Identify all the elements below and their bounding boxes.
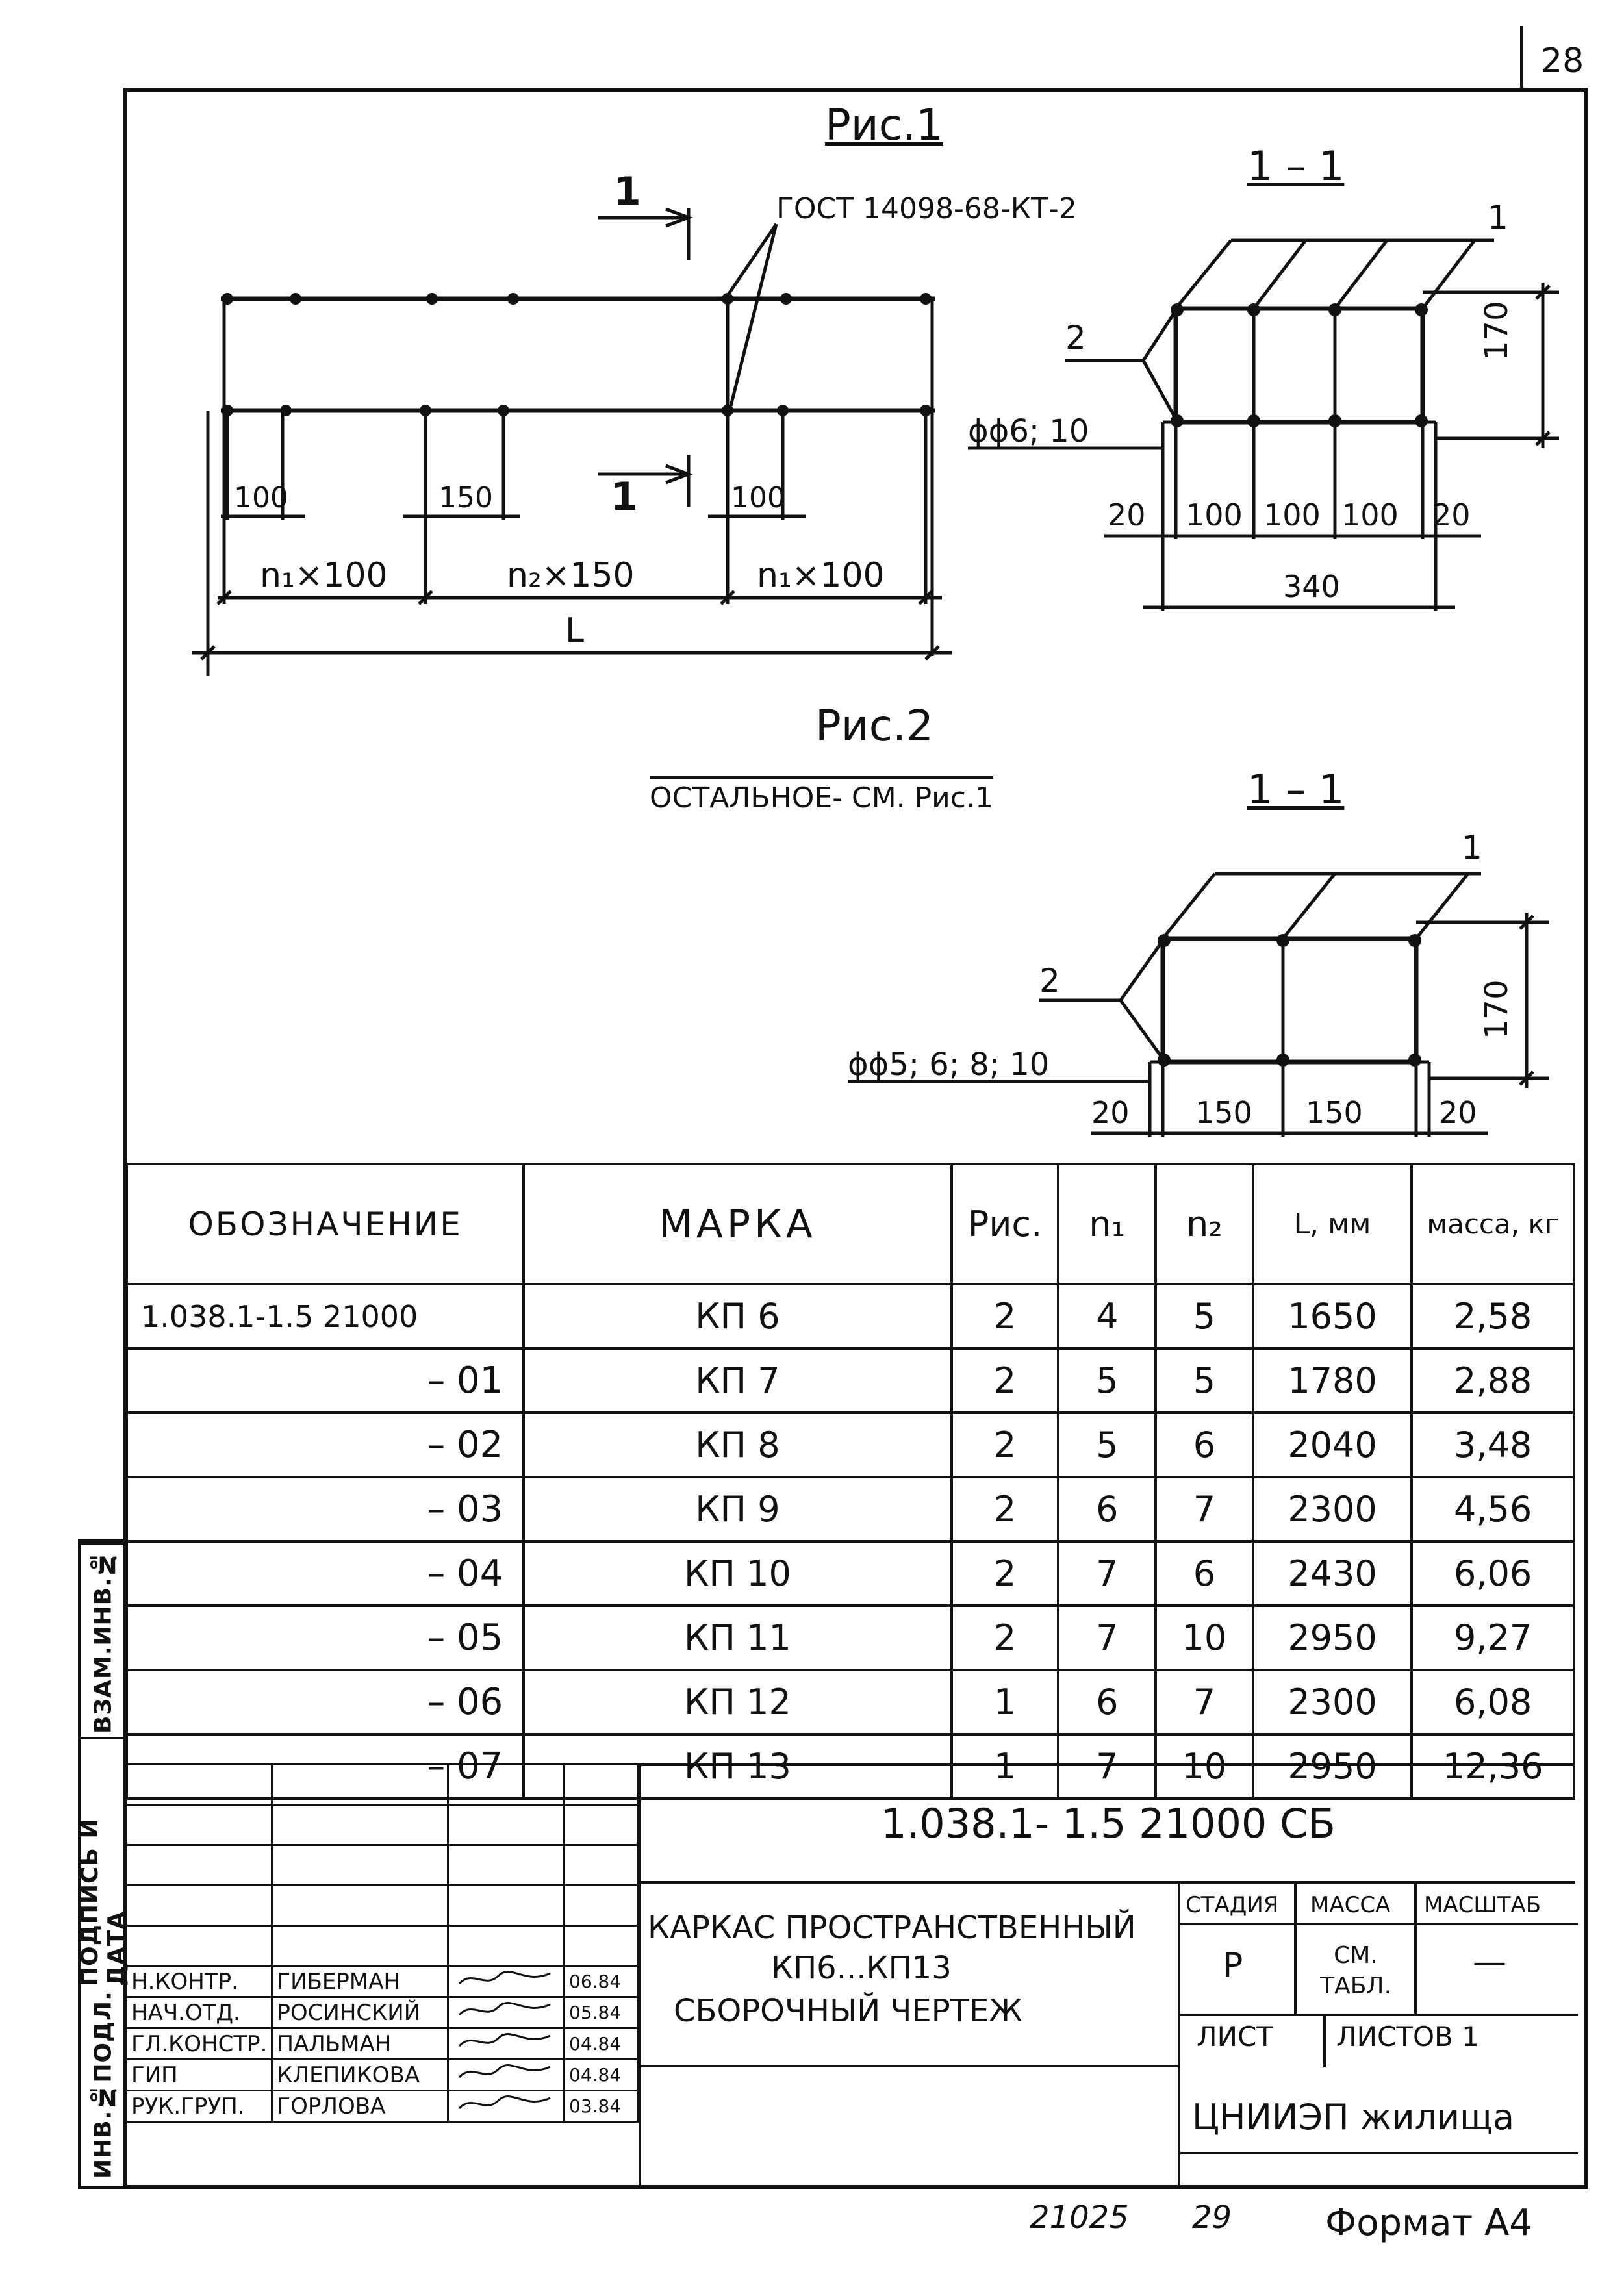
mass-label: МАССА	[1310, 1892, 1391, 1918]
signature-row	[127, 1997, 638, 2028]
table-cell: 2,58	[1412, 1284, 1574, 1348]
side-stamp	[77, 1539, 130, 2189]
fig2-section-leader1: 1	[1462, 829, 1482, 866]
table-cell: 6,08	[1412, 1670, 1574, 1734]
fig2-title: Рис.2	[815, 701, 933, 751]
table-cell: – 01	[127, 1348, 524, 1413]
signature-name: ГОРЛОВА	[272, 2091, 448, 2122]
fig1-dim-L: L	[565, 611, 584, 650]
fig1-cut-top: 1	[614, 169, 641, 214]
table-cell: 5	[1156, 1284, 1253, 1348]
spec-header-n2: n₂	[1156, 1164, 1253, 1284]
org-cell	[1178, 2067, 1575, 2186]
fig1-section-d20a: 20	[1108, 498, 1146, 533]
spec-header-designation: ОБОЗНАЧЕНИЕ	[127, 1164, 524, 1284]
table-cell: 7	[1156, 1477, 1253, 1541]
signature-name: ПАЛЬМАН	[272, 2028, 448, 2060]
table-cell: 6	[1156, 1413, 1253, 1477]
signature-role: ГЛ.КОНСТР.	[127, 2028, 272, 2060]
signature-date: 06.84	[565, 1966, 638, 1997]
stage-value: Р	[1223, 1946, 1243, 1985]
table-cell: 1	[952, 1670, 1059, 1734]
fig2-section-height: 170	[1478, 979, 1515, 1039]
signature-mark	[448, 1966, 565, 1997]
fig1-section-dia: ɸɸ6; 10	[968, 413, 1089, 449]
table-cell: 9,27	[1412, 1606, 1574, 1670]
fig1-section-d100a: 100	[1186, 498, 1243, 533]
table-cell: 1650	[1253, 1284, 1412, 1348]
table-cell: КП 10	[524, 1541, 951, 1606]
table-cell: 2	[952, 1477, 1059, 1541]
title-stage-grid	[1178, 1884, 1575, 2067]
table-cell: 6	[1156, 1541, 1253, 1606]
table-row	[127, 1413, 1574, 1477]
table-cell: 7	[1058, 1541, 1156, 1606]
title-left-lower	[639, 2067, 1178, 2186]
fig1-dim-n1b: n₁×100	[757, 556, 885, 595]
table-cell: 3,48	[1412, 1413, 1574, 1477]
table-cell: 2	[952, 1541, 1059, 1606]
footer-num2: 29	[1192, 2199, 1232, 2236]
page-number: 28	[1541, 42, 1584, 81]
table-cell: 1780	[1253, 1348, 1412, 1413]
table-cell: 10	[1156, 1734, 1253, 1799]
title-name-cell	[639, 1884, 1178, 2067]
table-cell: КП 12	[524, 1670, 951, 1734]
mass-value: СМ. ТАБЛ.	[1320, 1942, 1391, 1999]
fig1-gost: ГОСТ 14098-68-КТ-2	[776, 192, 1077, 225]
signature-mark	[448, 2028, 565, 2060]
table-cell: 1.038.1-1.5 21000	[127, 1284, 524, 1348]
table-cell: 4	[1058, 1284, 1156, 1348]
table-cell: – 06	[127, 1670, 524, 1734]
side-label-inv: ИНВ.№ПОДЛ.	[90, 1991, 117, 2179]
table-cell: – 03	[127, 1477, 524, 1541]
signature-row	[127, 2028, 638, 2060]
org-name: ЦНИИЭП жилища	[1192, 2097, 1515, 2138]
fig1-section-total: 340	[1283, 569, 1340, 604]
table-cell: КП 13	[524, 1734, 951, 1799]
fig1-section-d100b: 100	[1263, 498, 1321, 533]
table-row	[127, 1606, 1574, 1670]
title-code-cell	[639, 1763, 1575, 1884]
table-cell: 2	[952, 1348, 1059, 1413]
signature-date: 04.84	[565, 2028, 638, 2060]
table-cell: КП 7	[524, 1348, 951, 1413]
fig1-section-d100c: 100	[1341, 498, 1399, 533]
side-label-vzam: ВЗАМ.ИНВ.№	[81, 1542, 126, 1739]
footer-format: Формат А4	[1325, 2202, 1532, 2244]
scale-label: МАСШТАБ	[1424, 1892, 1542, 1918]
table-row	[127, 1670, 1574, 1734]
signature-mark	[448, 2091, 565, 2122]
signature-name: ГИБЕРМАН	[272, 1966, 448, 1997]
table-cell: КП 8	[524, 1413, 951, 1477]
fig2-section-dia: ɸɸ5; 6; 8; 10	[848, 1046, 1050, 1083]
signature-date: 04.84	[565, 2060, 638, 2091]
spec-header-length: L, мм	[1253, 1164, 1412, 1284]
sheets-label: ЛИСТОВ 1	[1336, 2021, 1479, 2053]
fig1-cut-bottom: 1	[611, 474, 638, 520]
table-cell: 6	[1058, 1670, 1156, 1734]
signature-mark	[448, 2060, 565, 2091]
signature-date: 03.84	[565, 2091, 638, 2122]
table-cell: 6	[1058, 1477, 1156, 1541]
fig2-section-d150a: 150	[1195, 1095, 1252, 1130]
spec-header-mark: МАРКА	[524, 1164, 951, 1284]
signature-role: ГИП	[127, 2060, 272, 2091]
sheet-label: ЛИСТ	[1197, 2021, 1273, 2053]
fig1-dim-100b: 100	[731, 481, 785, 514]
table-cell: 7	[1058, 1606, 1156, 1670]
fig1-section-leader2: 2	[1065, 319, 1086, 357]
signature-date: 05.84	[565, 1997, 638, 2028]
spec-header-fig: Рис.	[952, 1164, 1059, 1284]
table-cell: – 05	[127, 1606, 524, 1670]
table-cell: 5	[1058, 1348, 1156, 1413]
table-cell: 2,88	[1412, 1348, 1574, 1413]
table-cell: 2950	[1253, 1606, 1412, 1670]
table-row	[127, 1477, 1574, 1541]
table-cell: 10	[1156, 1606, 1253, 1670]
table-row	[127, 1284, 1574, 1348]
signature-role: Н.КОНТР.	[127, 1966, 272, 1997]
spec-header-mass: масса, кг	[1412, 1164, 1574, 1284]
table-cell: 7	[1156, 1670, 1253, 1734]
table-cell: 6,06	[1412, 1541, 1574, 1606]
fig2-section-d150b: 150	[1306, 1095, 1363, 1130]
footer-num1: 21025	[1030, 2199, 1129, 2236]
stage-label: СТАДИЯ	[1186, 1892, 1279, 1918]
table-cell: 2	[952, 1413, 1059, 1477]
title-name-line1: КАРКАС ПРОСТРАНСТВЕННЫЙ	[648, 1910, 1136, 1946]
title-name-line2: КП6...КП13	[771, 1950, 952, 1986]
signature-name: РОСИНСКИЙ	[272, 1997, 448, 2028]
table-cell: 4,56	[1412, 1477, 1574, 1541]
signature-role: НАЧ.ОТД.	[127, 1997, 272, 2028]
fig2-note: ОСТАЛЬНОЕ- СМ. Рис.1	[650, 776, 993, 813]
scale-value: —	[1473, 1943, 1506, 1982]
fig1-dim-150: 150	[438, 481, 493, 514]
fig2-section-d20a: 20	[1091, 1095, 1130, 1130]
table-cell: 12,36	[1412, 1734, 1574, 1799]
signature-row	[127, 2091, 638, 2122]
table-cell: 2300	[1253, 1670, 1412, 1734]
table-cell: 2430	[1253, 1541, 1412, 1606]
table-cell: 2040	[1253, 1413, 1412, 1477]
table-row	[127, 1541, 1574, 1606]
fig1-dim-n1a: n₁×100	[260, 556, 388, 595]
table-row	[127, 1348, 1574, 1413]
table-cell: КП 6	[524, 1284, 951, 1348]
table-cell: 5	[1156, 1348, 1253, 1413]
signature-mark	[448, 1997, 565, 2028]
signature-table	[125, 1763, 639, 2123]
fig2-section-leader2: 2	[1039, 962, 1060, 1000]
table-cell: – 04	[127, 1541, 524, 1606]
fig1-section-drawing	[0, 0, 1624, 650]
fig2-section-title: 1 – 1	[1247, 766, 1345, 813]
signature-row	[127, 1966, 638, 1997]
table-cell: 5	[1058, 1413, 1156, 1477]
title-block	[125, 1763, 1575, 2186]
signature-role: РУК.ГРУП.	[127, 2091, 272, 2122]
table-cell: 2950	[1253, 1734, 1412, 1799]
table-cell: КП 9	[524, 1477, 951, 1541]
fig2-section-d20b: 20	[1439, 1095, 1477, 1130]
table-cell: 2	[952, 1606, 1059, 1670]
fig1-title: Рис.1	[825, 100, 943, 150]
fig1-dim-n2: n₂×150	[507, 556, 635, 595]
fig1-section-leader1: 1	[1488, 199, 1508, 236]
table-cell: 2	[952, 1284, 1059, 1348]
title-name-line3: СБОРОЧНЫЙ ЧЕРТЕЖ	[674, 1993, 1022, 2029]
fig1-dim-100a: 100	[234, 481, 288, 514]
signature-name: КЛЕПИКОВА	[272, 2060, 448, 2091]
table-cell: 1	[952, 1734, 1059, 1799]
fig1-section-d20b: 20	[1432, 498, 1471, 533]
fig2-section-drawing	[0, 779, 1624, 1169]
title-code: 1.038.1- 1.5 21000 СБ	[881, 1800, 1336, 1847]
table-cell: – 07	[127, 1734, 524, 1799]
side-label-podpis: ПОДПИСЬ И ДАТА	[81, 1737, 126, 1986]
table-cell: 2300	[1253, 1477, 1412, 1541]
table-cell: 7	[1058, 1734, 1156, 1799]
fig1-section-title: 1 – 1	[1247, 142, 1345, 190]
spec-table-body	[127, 1284, 1574, 1799]
table-cell: КП 11	[524, 1606, 951, 1670]
spec-table	[125, 1163, 1575, 1800]
fig1-section-height: 170	[1478, 301, 1515, 360]
signature-row	[127, 2060, 638, 2091]
table-cell: – 02	[127, 1413, 524, 1477]
spec-header-n1: n₁	[1058, 1164, 1156, 1284]
